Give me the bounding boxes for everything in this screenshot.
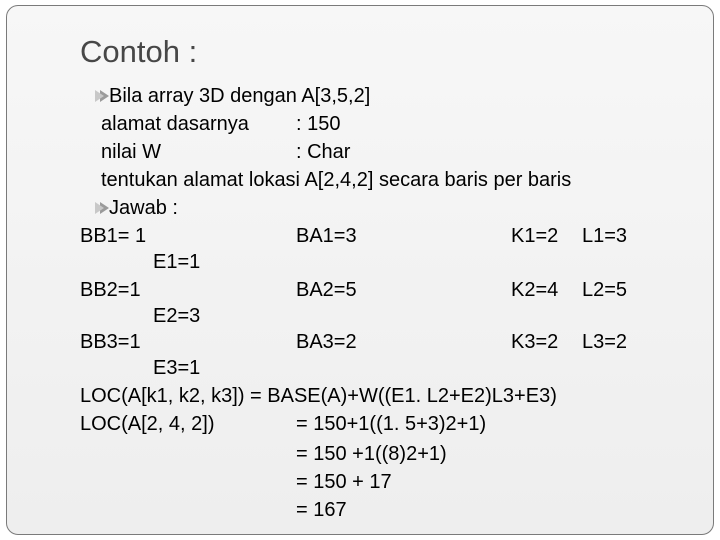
ba3: BA3=2: [296, 331, 357, 353]
calc-result: = 167: [296, 499, 347, 521]
e2: E2=3: [153, 305, 201, 327]
k3: K3=2: [511, 331, 559, 353]
slide-title: Contoh :: [80, 34, 198, 69]
task-line: tentukan alamat lokasi A[2,4,2] secara baris per baris: [101, 169, 572, 191]
l1: L1=3: [582, 225, 628, 247]
bb2: BB2=1: [80, 279, 141, 301]
slide: [6, 5, 714, 535]
base-address-value: : 150: [296, 113, 341, 135]
k1: K1=2: [511, 225, 559, 247]
ba1: BA1=3: [296, 225, 357, 247]
bullet-line-1: Bila array 3D dengan A[3,5,2]: [109, 85, 371, 107]
w-value-label: nilai W: [101, 141, 162, 163]
l3: L3=2: [582, 331, 628, 353]
calc-label: LOC(A[2, 4, 2]): [80, 413, 215, 435]
double-triangle-bullet-icon: [100, 202, 109, 214]
k2: K2=4: [511, 279, 559, 301]
w-value-value: : Char: [296, 141, 351, 163]
calc-step-2: = 150 +1((8)2+1): [296, 443, 447, 465]
l2: L2=5: [582, 279, 628, 301]
ba2: BA2=5: [296, 279, 357, 301]
bb3: BB3=1: [80, 331, 141, 353]
bb1: BB1= 1: [80, 225, 147, 247]
loc-formula: LOC(A[k1, k2, k3]) = BASE(A)+W((E1. L2+E2)L3+E3): [80, 385, 557, 407]
e3: E3=1: [153, 357, 201, 379]
answer-label: Jawab :: [109, 197, 178, 219]
base-address-label: alamat dasarnya: [101, 113, 249, 135]
e1: E1=1: [153, 251, 201, 273]
double-triangle-bullet-icon: [100, 90, 109, 102]
calc-step-1: = 150+1((1. 5+3)2+1): [296, 413, 487, 435]
calc-step-3: = 150 + 17: [296, 471, 392, 493]
